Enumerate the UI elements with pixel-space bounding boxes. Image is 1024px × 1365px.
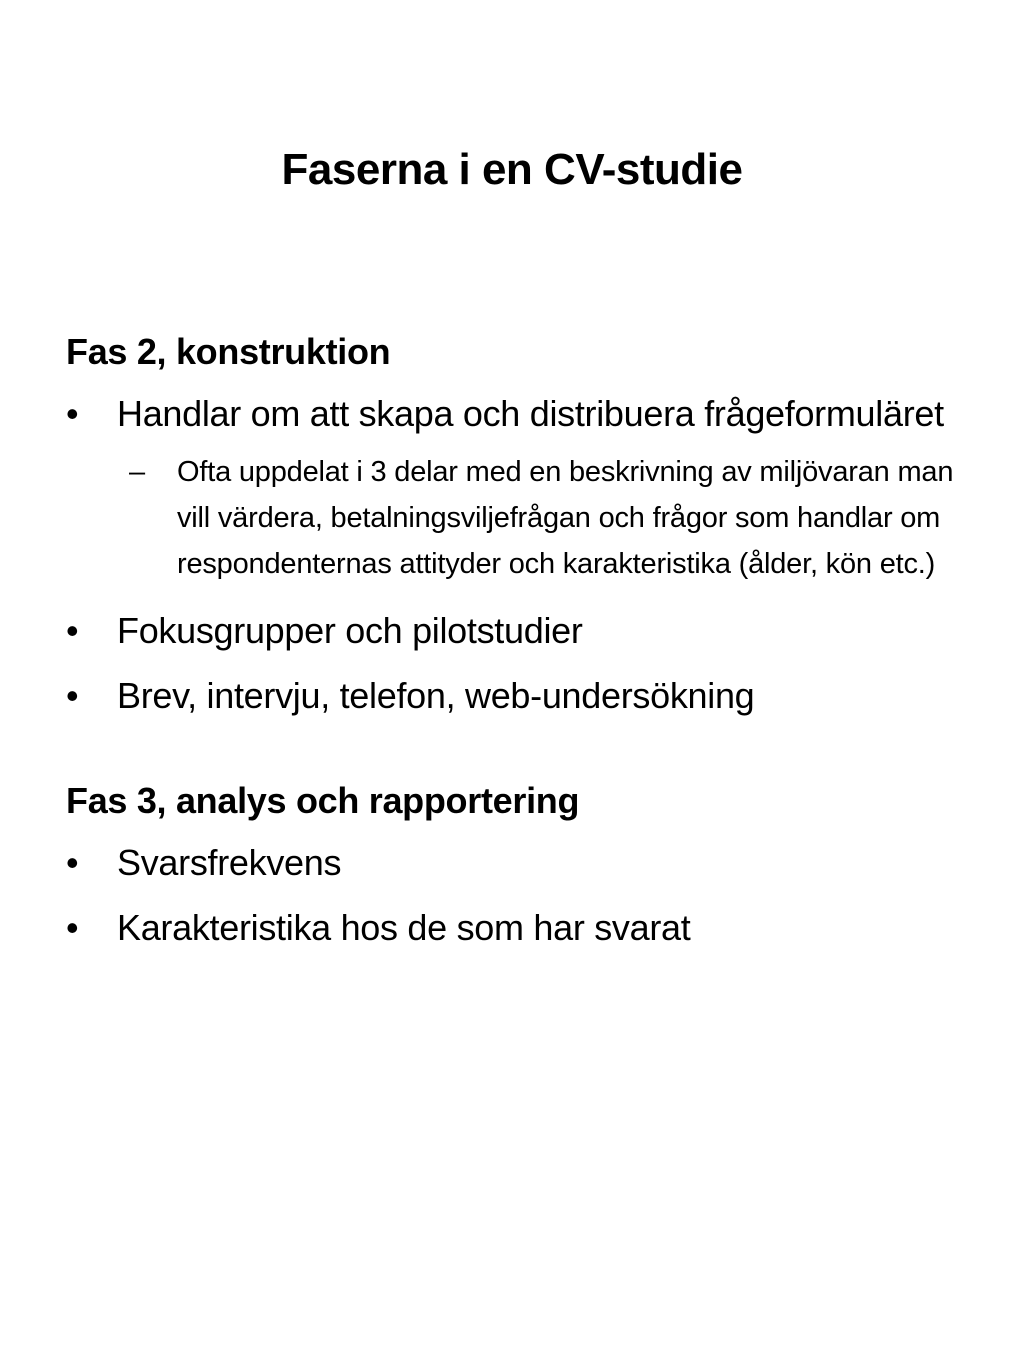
bullet-item (66, 386, 966, 441)
section-spacer (66, 723, 966, 775)
sub-bullet-marker: – (129, 456, 145, 488)
phase-3-heading: Fas 3, analys och rapportering (66, 780, 580, 821)
bullet-marker: • (66, 393, 79, 434)
bullet-text: Svarsfrekvens (117, 842, 342, 883)
phase-2-section (66, 326, 966, 723)
bullet-marker: • (66, 842, 79, 883)
bullet-marker: • (66, 907, 79, 948)
bullet-text: Fokusgrupper och pilotstudier (117, 610, 583, 651)
bullet-text: Handlar om att skapa och distribuera frågeformuläret (117, 393, 944, 434)
bullet-marker: • (66, 610, 79, 651)
bullet-item (66, 900, 966, 955)
bullet-item (66, 668, 966, 723)
bullet-item (66, 835, 966, 890)
sub-bullet-text: Ofta uppdelat i 3 delar med en beskrivning av miljövaran man vill värdera, betalningsviljefrågan och frågor som handlar om respondenternas attityder och karakteristika (ålder, kön etc.) (177, 456, 954, 580)
slide-title: Faserna i en CV-studie (281, 145, 743, 194)
bullet-item (66, 603, 966, 658)
slide-content (66, 326, 966, 955)
sub-bullet-item (66, 449, 966, 587)
phase-2-heading: Fas 2, konstruktion (66, 331, 391, 372)
bullet-text: Brev, intervju, telefon, web-undersökning (117, 675, 755, 716)
phase-3-section (66, 775, 966, 955)
bullet-marker: • (66, 675, 79, 716)
bullet-text: Karakteristika hos de som har svarat (117, 907, 691, 948)
